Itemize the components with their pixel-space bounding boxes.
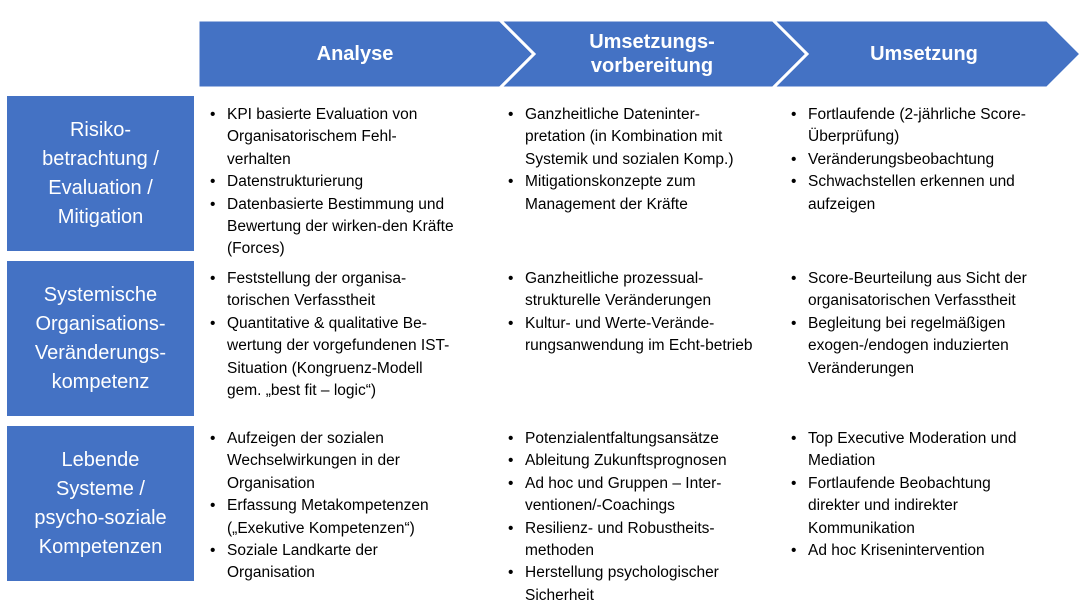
cell-systemik-umsetzung [788,268,1083,380]
cell-lebende-umsetzungsvorbereitung [505,428,785,607]
list-item: • Feststellung der organisa- torischen Verfasstheit [207,268,502,313]
row-header-risikobetrachtung: Risiko- betrachtung / Evaluation / Mitigation [7,96,194,251]
row-header-lebende-systeme: Lebende Systeme / psycho-soziale Kompetenzen [7,426,194,581]
list-item: • Schwachstellen erkennen und aufzeigen [788,171,1083,216]
list-item: • Ableitung Zukunftsprognosen [505,450,785,472]
list-item: • Ad hoc Krisenintervention [788,540,1083,562]
list-item: • Top Executive Moderation und Mediation [788,428,1083,473]
cell-risiko-umsetzungsvorbereitung [505,104,785,216]
list-item: • Ganzheitliche Dateninter- pretation (in Kombination mit Systemik und sozialen Komp.) [505,104,785,171]
phase-label-umsetzungsvorbereitung: Umsetzungs- vorbereitung [589,30,715,77]
list-item: • Datenstrukturierung [207,171,502,193]
list-item: • Herstellung psychologischer Sicherheit [505,562,785,607]
list-item: • Fortlaufende Beobachtung direkter und indirekter Kommunikation [788,473,1083,540]
list-item: • Quantitative & qualitative Be- wertung der vorgefundenen IST- Situation (Kongruenz-Modell gem. „best fit – logic“) [207,313,502,403]
phase-label-umsetzung: Umsetzung [870,42,978,65]
phase-label-analyse: Analyse [316,42,394,65]
cell-lebende-analyse [207,428,502,585]
cell-systemik-umsetzungsvorbereitung [505,268,785,358]
list-item: • Soziale Landkarte der Organisation [207,540,502,585]
list-item: • Fortlaufende (2-jährliche Score- Überprüfung) [788,104,1083,149]
cell-lebende-umsetzung [788,428,1083,562]
list-item: • Ad hoc und Gruppen – Inter- ventionen/-Coachings [505,473,785,518]
list-item: • Aufzeigen der sozialen Wechselwirkungen in der Organisation [207,428,502,495]
list-item: • Kultur- und Werte-Verände- rungsanwendung im Echt-betrieb [505,313,785,358]
list-item: • Score-Beurteilung aus Sicht der organisatorischen Verfasstheit [788,268,1083,313]
list-item: • Resilienz- und Robustheits- methoden [505,518,785,563]
cell-systemik-analyse [207,268,502,402]
list-item: • KPI basierte Evaluation von Organisatorischem Fehl- verhalten [207,104,502,171]
list-item: • Ganzheitliche prozessual- strukturelle Veränderungen [505,268,785,313]
list-item: • Erfassung Metakompetenzen („Exekutive Kompetenzen“) [207,495,502,540]
list-item: • Veränderungsbeobachtung [788,149,1083,171]
cell-risiko-umsetzung [788,104,1083,216]
list-item: • Mitigationskonzepte zum Management der Kräfte [505,171,785,216]
cell-risiko-analyse [207,104,502,261]
list-item: • Potenzialentfaltungsansätze [505,428,785,450]
list-item: • Begleitung bei regelmäßigen exogen-/endogen induzierten Veränderungen [788,313,1083,380]
list-item: • Datenbasierte Bestimmung und Bewertung der wirken-den Kräfte (Forces) [207,194,502,261]
row-header-systemische-kompetenz: Systemische Organisations- Veränderungs- kompetenz [7,261,194,416]
